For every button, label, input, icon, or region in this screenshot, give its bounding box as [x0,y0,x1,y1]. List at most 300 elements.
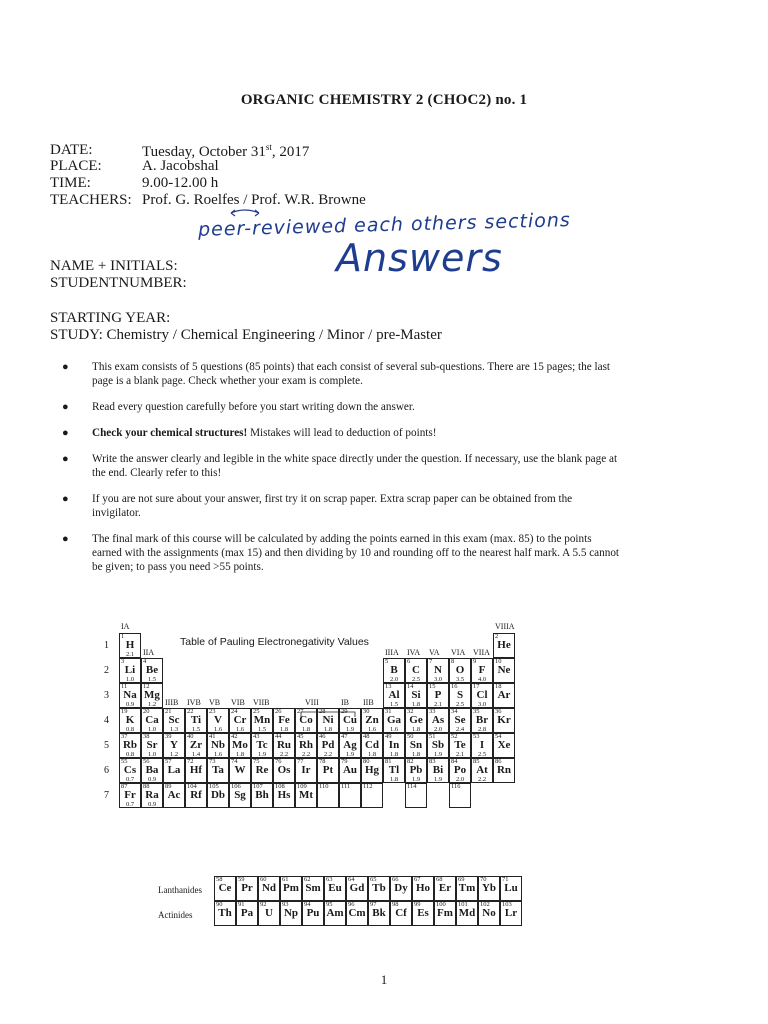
electronegativity-value: 2.2 [279,751,289,758]
element-symbol: Al [388,689,400,701]
element-symbol: Ni [322,714,334,726]
atomic-number: 97 [370,901,377,908]
atomic-number: 47 [341,733,348,740]
element-cell-ac [163,783,185,808]
electronegativity-value: 0.9 [125,701,135,708]
element-cell-cs [119,758,141,783]
element-symbol: Ag [343,739,357,751]
info-teachers-label: TEACHERS: [50,192,132,208]
element-cell-al [383,683,405,708]
element-symbol: Li [124,664,136,676]
atomic-number: 100 [436,901,446,908]
atomic-number: 8 [451,658,455,665]
element-cell-se [449,708,471,733]
atomic-number: 89 [165,783,172,790]
element-cell-fr [119,783,141,808]
element-symbol: Ru [276,739,292,751]
lanthanide-cell-pr [236,876,258,901]
lanthanide-cell-tm [456,876,478,901]
element-cell-ta [207,758,229,783]
element-symbol: Rh [298,739,314,751]
atomic-number: 69 [458,876,465,883]
period-number: 4 [104,715,109,726]
element-symbol: Hg [364,764,380,776]
instructions-list [62,360,622,586]
atomic-number: 94 [304,901,311,908]
element-symbol: No [482,907,496,919]
atomic-number: 74 [231,758,238,765]
element-cell-fe [273,708,295,733]
element-symbol: Nd [261,882,277,894]
electronegativity-value: 2.0 [433,726,443,733]
actinide-cell-pa [236,901,258,926]
element-cell-w [229,758,251,783]
element-cell-xe [493,733,515,758]
atomic-number: 87 [121,783,128,790]
atomic-number: 105 [209,783,219,790]
atomic-number: 17 [473,683,480,690]
actinide-cell-lr [500,901,522,926]
electronegativity-value: 1.8 [367,751,377,758]
atomic-number: 11 [121,683,128,690]
element-symbol: Zn [365,714,379,726]
instruction-item: ● The final mark of this course will be calculated by adding the points earned in this exam (max. 85) to the points earned with the assignments (max 15) and then dividing by 10 and rounding off to the nearest half mark. A 5.5 cannot be given; to pass you need >55 points. [62,533,620,573]
group-label: VIIA [473,648,490,657]
electronegativity-value: 1.4 [191,751,201,758]
atomic-number: 103 [502,901,512,908]
atomic-number: 116 [451,783,461,790]
group-label: IA [121,622,130,631]
element-symbol: Rn [496,764,512,776]
atomic-number: 29 [341,708,348,715]
element-symbol: Tb [372,882,386,894]
atomic-number: 21 [165,708,172,715]
atomic-number: 96 [348,901,355,908]
electronegativity-value: 1.8 [411,751,421,758]
atomic-number: 112 [363,783,373,790]
group-label: VIIIA [495,622,515,631]
element-symbol: Zr [189,739,203,751]
electronegativity-value: 1.8 [389,751,399,758]
electronegativity-value: 2.2 [301,751,311,758]
atomic-number: 83 [429,758,436,765]
atomic-number: 3 [121,658,125,665]
periodic-table-title: Table of Pauling Electronegativity Values [180,636,369,648]
element-symbol: Ar [497,689,511,701]
name-initials-label: NAME + INITIALS: [50,258,178,274]
electronegativity-value: 1.9 [411,776,421,783]
period-number: 1 [104,640,109,651]
atomic-number: 48 [363,733,370,740]
atomic-number: 111 [341,783,351,790]
electronegativity-value: 1.5 [257,726,267,733]
element-cell-s [449,683,471,708]
element-cell-hf [185,758,207,783]
electronegativity-value: 1.9 [345,726,355,733]
group-label: IIIA [385,648,399,657]
atomic-number: 14 [407,683,414,690]
info-teachers-value: Prof. G. Roelfes / Prof. W.R. Browne [142,192,366,208]
atomic-number: 7 [429,658,433,665]
element-symbol: Ra [145,789,159,801]
element-cell-au [339,758,361,783]
atomic-number: 31 [385,708,392,715]
lanthanide-cell-sm [302,876,324,901]
element-cell-re [251,758,273,783]
element-symbol: Cr [233,714,247,726]
element-symbol: Bh [255,789,269,801]
electronegativity-value: 2.2 [323,751,333,758]
element-symbol: W [234,764,246,776]
element-cell-116 [449,783,471,808]
element-cell-sc [163,708,185,733]
element-cell-ir [295,758,317,783]
electronegativity-value: 1.6 [367,726,377,733]
group-label: VIIB [253,698,270,707]
element-cell-ca [141,708,163,733]
element-cell-bh [251,783,273,808]
electronegativity-value: 1.2 [169,751,179,758]
electronegativity-value: 2.0 [389,676,399,683]
atomic-number: 73 [209,758,216,765]
element-cell-br [471,708,493,733]
element-symbol: Pa [240,907,254,919]
element-symbol: Mo [232,739,248,751]
atomic-number: 55 [121,758,128,765]
element-cell-rh [295,733,317,758]
element-symbol: Tm [458,882,476,894]
element-symbol: Lu [504,882,518,894]
atomic-number: 108 [275,783,285,790]
group-label: VIA [451,648,466,657]
page-title: ORGANIC CHEMISTRY 2 (CHOC2) no. 1 [240,92,528,108]
electronegativity-value: 1.8 [279,726,289,733]
atomic-number: 101 [458,901,468,908]
actinide-cell-fm [434,901,456,926]
atomic-number: 88 [143,783,150,790]
atomic-number: 5 [385,658,389,665]
element-symbol: Cm [348,907,366,919]
element-symbol: Na [123,689,137,701]
atomic-number: 60 [260,876,267,883]
element-symbol: Bk [372,907,386,919]
group-label: IIA [143,648,155,657]
element-symbol: Er [438,882,452,894]
element-cell-y [163,733,185,758]
element-symbol: I [479,739,485,751]
electronegativity-value: 1.9 [257,751,267,758]
element-symbol: Ir [301,764,311,776]
element-symbol: Cs [123,764,137,776]
element-symbol: Se [454,714,466,726]
element-cell-ag [339,733,361,758]
info-time-label: TIME: [50,175,91,191]
lanthanide-cell-tb [368,876,390,901]
atomic-number: 13 [385,683,392,690]
study-line: STUDY: Chemistry / Chemical Engineering / Minor / pre-Master [50,327,442,343]
atomic-number: 27 [297,708,304,715]
element-cell-mt [295,783,317,808]
element-cell-o [449,658,471,683]
electronegativity-value: 1.9 [433,776,443,783]
atomic-number: 51 [429,733,436,740]
actinide-cell-bk [368,901,390,926]
atomic-number: 62 [304,876,311,883]
atomic-number: 19 [121,708,128,715]
element-cell-ra [141,783,163,808]
element-symbol: Re [255,764,269,776]
electronegativity-value: 0.9 [147,801,157,808]
actinide-cell-np [280,901,302,926]
atomic-number: 26 [275,708,282,715]
element-symbol: P [434,689,442,701]
group-label: IIIB [165,698,179,707]
electronegativity-value: 1.0 [147,751,157,758]
element-cell-ti [185,708,207,733]
element-cell-zr [185,733,207,758]
element-symbol: Mg [144,689,160,701]
element-symbol: Tc [256,739,268,751]
element-cell-cl [471,683,493,708]
atomic-number: 50 [407,733,414,740]
element-cell-zn [361,708,383,733]
atomic-number: 34 [451,708,458,715]
electronegativity-value: 2.2 [477,776,487,783]
atomic-number: 56 [143,758,150,765]
element-symbol: Cd [364,739,380,751]
electronegativity-value: 1.2 [147,701,157,708]
atomic-number: 30 [363,708,370,715]
lanthanide-cell-dy [390,876,412,901]
electronegativity-value: 2.1 [125,651,135,658]
atomic-number: 64 [348,876,355,883]
element-symbol: C [412,664,420,676]
atomic-number: 53 [473,733,480,740]
element-cell-h [119,633,141,658]
info-place-label: PLACE: [50,158,102,174]
actinides-label: Actinides [158,910,193,920]
element-cell-mn [251,708,273,733]
atomic-number: 65 [370,876,377,883]
atomic-number: 78 [319,758,326,765]
atomic-number: 84 [451,758,458,765]
element-symbol: La [167,764,181,776]
atomic-number: 109 [297,783,307,790]
lanthanide-cell-eu [324,876,346,901]
group-label: IVB [187,698,201,707]
actinide-cell-md [456,901,478,926]
info-time-value: 9.00-12.00 h [142,175,219,191]
atomic-number: 1 [121,633,125,640]
actinide-cell-th [214,901,236,926]
lanthanide-cell-pm [280,876,302,901]
element-symbol: Yb [481,882,497,894]
actinide-cell-cf [390,901,412,926]
element-symbol: He [497,639,511,651]
electronegativity-value: 1.9 [433,751,443,758]
info-date-value: Tuesday, October 31st, 2017 [142,142,310,160]
element-symbol: Db [210,789,226,801]
element-cell-114 [405,783,427,808]
group-label: IVA [407,648,421,657]
element-cell-li [119,658,141,683]
actinide-cell-no [478,901,500,926]
atomic-number: 54 [495,733,502,740]
element-cell-sn [405,733,427,758]
lanthanide-cell-ho [412,876,434,901]
actinide-cell-am [324,901,346,926]
electronegativity-value: 3.5 [455,676,465,683]
element-symbol: Sm [305,882,321,894]
element-cell-k [119,708,141,733]
element-symbol: Ne [497,664,511,676]
electronegativity-value: 2.5 [455,701,465,708]
atomic-number: 104 [187,783,197,790]
atomic-number: 39 [165,733,172,740]
element-symbol: Si [411,689,421,701]
electronegativity-value: 1.8 [389,776,399,783]
atomic-number: 107 [253,783,263,790]
element-symbol: F [478,664,486,676]
element-symbol: K [125,714,135,726]
atomic-number: 82 [407,758,414,765]
element-symbol: U [265,907,273,919]
atomic-number: 36 [495,708,502,715]
atomic-number: 20 [143,708,150,715]
atomic-number: 76 [275,758,282,765]
element-symbol: Rf [190,789,202,801]
element-symbol: Sg [234,789,246,801]
element-cell-he [493,633,515,658]
atomic-number: 12 [143,683,150,690]
period-number: 7 [104,790,109,801]
element-symbol: Sn [409,739,423,751]
group-label: VIB [231,698,245,707]
element-symbol: As [431,714,445,726]
element-cell-kr [493,708,515,733]
atomic-number: 90 [216,901,223,908]
atomic-number: 79 [341,758,348,765]
atomic-number: 106 [231,783,241,790]
element-cell-ar [493,683,515,708]
element-symbol: Cl [476,689,488,701]
atomic-number: 32 [407,708,414,715]
atomic-number: 43 [253,733,260,740]
group-label: IIB [363,698,374,707]
atomic-number: 35 [473,708,480,715]
element-symbol: Md [458,907,476,919]
element-cell-bi [427,758,449,783]
element-symbol: Te [454,739,466,751]
atomic-number: 57 [165,758,172,765]
actinide-cell-es [412,901,434,926]
element-symbol: Mn [253,714,271,726]
element-cell-c [405,658,427,683]
element-symbol: Pu [306,907,320,919]
element-cell-p [427,683,449,708]
element-cell-hg [361,758,383,783]
element-cell-as [427,708,449,733]
info-date-label: DATE: [50,142,93,158]
element-cell-mg [141,683,163,708]
element-cell-po [449,758,471,783]
electronegativity-value: 1.5 [191,726,201,733]
element-symbol: Au [342,764,358,776]
element-symbol: Ac [167,789,181,801]
atomic-number: 23 [209,708,216,715]
atomic-number: 114 [407,783,417,790]
electronegativity-value: 1.8 [323,726,333,733]
element-symbol: Ca [145,714,159,726]
element-symbol: Es [417,907,429,919]
atomic-number: 80 [363,758,370,765]
element-cell-tc [251,733,273,758]
atomic-number: 45 [297,733,304,740]
element-symbol: Fm [437,907,453,919]
atomic-number: 40 [187,733,194,740]
element-symbol: Cf [395,907,407,919]
actinide-cell-cm [346,901,368,926]
actinide-cell-pu [302,901,324,926]
lanthanide-cell-nd [258,876,280,901]
element-symbol: O [455,664,465,676]
handwritten-note: peer-reviewed each others sections [197,209,572,241]
electronegativity-value: 2.5 [411,676,421,683]
atomic-number: 15 [429,683,436,690]
atomic-number: 22 [187,708,194,715]
electronegativity-value: 1.6 [213,726,223,733]
atomic-number: 42 [231,733,238,740]
element-cell-tl [383,758,405,783]
element-symbol: Ta [212,764,224,776]
electronegativity-value: 1.0 [125,676,135,683]
atomic-number: 58 [216,876,223,883]
element-symbol: Tl [388,764,400,776]
electronegativity-value: 2.1 [433,701,443,708]
electronegativity-value: 2.8 [477,726,487,733]
period-number: 2 [104,665,109,676]
element-symbol: Pm [283,882,299,894]
atomic-number: 68 [436,876,443,883]
electronegativity-value: 1.6 [389,726,399,733]
element-symbol: Sc [168,714,180,726]
atomic-number: 24 [231,708,238,715]
element-cell-cr [229,708,251,733]
element-symbol: S [456,689,464,701]
atomic-number: 52 [451,733,458,740]
element-symbol: Ga [386,714,402,726]
element-symbol: N [434,664,442,676]
element-cell-f [471,658,493,683]
atomic-number: 92 [260,901,267,908]
element-cell-sg [229,783,251,808]
atomic-number: 59 [238,876,245,883]
electronegativity-value: 2.0 [455,776,465,783]
element-cell-v [207,708,229,733]
element-symbol: Ti [190,714,202,726]
atomic-number: 49 [385,733,392,740]
element-symbol: Sb [431,739,445,751]
instruction-item: ● Read every question carefully before you start writing down the answer. [62,401,415,413]
starting-year-label: STARTING YEAR: [50,310,171,326]
atomic-number: 63 [326,876,333,883]
atomic-number: 77 [297,758,304,765]
info-place-value: A. Jacobshal [142,158,219,174]
electronegativity-value: 4.0 [477,676,487,683]
student-number-label: STUDENTNUMBER: [50,275,187,291]
element-symbol: H [125,639,135,651]
element-symbol: Br [475,714,489,726]
